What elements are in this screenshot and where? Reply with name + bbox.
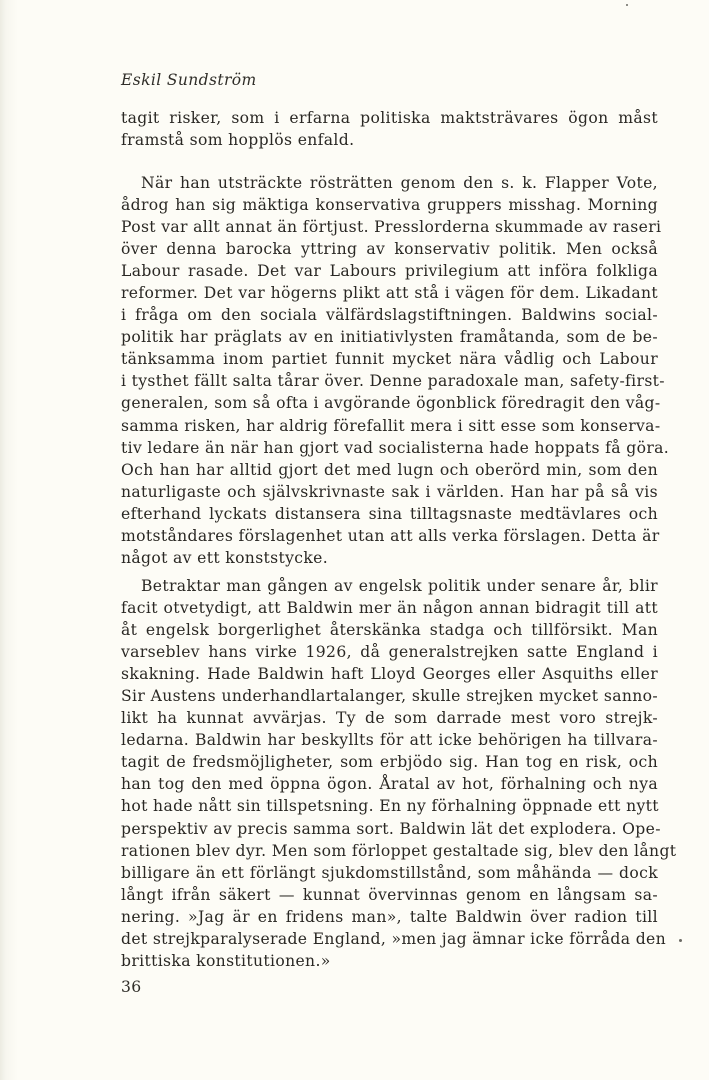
- text-line: skakning. Hade Baldwin haft Lloyd Georges eller Asquiths eller: [121, 665, 658, 684]
- text-line: brittiska konstitutionen.»: [121, 951, 331, 970]
- text-line: rationen blev dyr. Men som förloppet gestaltade sig, blev den långt: [121, 841, 677, 860]
- text-line: nering. »Jag är en fridens man», talte Baldwin över radion till: [121, 907, 658, 926]
- text-line: hot hade nått sin tillspetsning. En ny förhalning öppnade ett nytt: [121, 797, 659, 816]
- text-line: Labour rasade. Det var Labours privilegium att införa folkliga: [121, 262, 658, 281]
- paragraph: [121, 107, 658, 151]
- text-line: tiv ledare än när han gjort vad socialisterna hade hoppats få göra.: [121, 438, 670, 457]
- text-line: politik har präglats av en initiativlysten framåtanda, som de be-: [121, 328, 658, 347]
- page-number: 36: [121, 978, 142, 996]
- text-line: över denna barocka yttring av konservativ politik. Men också: [121, 240, 658, 259]
- text-line: i tysthet fällt salta tårar över. Denne paradoxale man, safety-first-: [121, 372, 665, 391]
- text-line: Post var allt annat än förtjust. Presslorderna skummade av raseri: [121, 218, 662, 237]
- running-head: Eskil Sundström: [121, 71, 257, 89]
- text-line: i fråga om den sociala välfärdslagstiftningen. Baldwins social-: [121, 306, 658, 325]
- text-line: naturligaste och självskrivnaste sak i världen. Han har på så vis: [121, 482, 658, 501]
- text-line: framstå som hopplös enfald.: [121, 131, 355, 150]
- paper-speck: [626, 4, 628, 6]
- text-line: tagit de fredsmöjligheter, som erbjödo sig. Han tog en risk, och: [121, 753, 658, 772]
- text-line: han tog den med öppna ögon. Åratal av hot, förhalning och nya: [121, 775, 658, 794]
- text-line: Sir Austens underhandlartalanger, skulle strejken mycket sanno-: [121, 687, 658, 706]
- text-line: perspektiv av precis samma sort. Baldwin lät det explodera. Ope-: [121, 819, 661, 838]
- text-line: tänksamma inom partiet funnit mycket nära vådlig och Labour: [121, 350, 658, 369]
- paper-speck: [679, 939, 682, 942]
- text-line: långt ifrån säkert — kunnat övervinnas genom en långsam sa-: [121, 885, 658, 904]
- text-line: facit otvetydigt, att Baldwin mer än någon annan bidragit till att: [121, 599, 658, 618]
- text-line: varseblev hans virke 1926, då generalstrejken satte England i: [121, 643, 658, 662]
- text-line: Och han har alltid gjort det med lugn och oberörd min, som den: [121, 460, 658, 479]
- paragraph: [121, 575, 677, 972]
- text-line: det strejkparalyserade England, »men jag ämnar icke förråda den: [121, 929, 666, 948]
- text-line: samma risken, har aldrig förefallit mera i sitt esse som konserva-: [121, 416, 661, 435]
- text-line: likt ha kunnat avvärjas. Ty de som darrade mest voro strejk-: [121, 709, 658, 728]
- text-line: När han utsträckte rösträtten genom den s. k. Flapper Vote,: [141, 174, 658, 192]
- text-line: billigare än ett förlängt sjukdomstillstånd, som måhända — dock: [121, 863, 658, 882]
- text-line: något av ett konststycke.: [121, 548, 329, 567]
- text-line: generalen, som så ofta i avgörande ögonblick föredragit den våg-: [121, 394, 661, 413]
- text-line: tagit risker, som i erfarna politiska maktsträvares ögon måst: [121, 109, 658, 127]
- text-line: ådrog han sig mäktiga konservativa gruppers misshag. Morning: [121, 196, 658, 215]
- paragraph: [121, 172, 670, 569]
- text-line: reformer. Det var högerns plikt att stå i vägen för dem. Likadant: [121, 284, 658, 303]
- text-line: Betraktar man gången av engelsk politik under senare år, blir: [141, 577, 658, 595]
- text-line: motståndares förslagenhet utan att alls verka förslagen. Detta är: [121, 526, 660, 545]
- text-line: åt engelsk borgerlighet återskänka stadga och tillförsikt. Man: [121, 621, 658, 640]
- text-line: ledarna. Baldwin har beskyllts för att icke behörigen ha tillvara-: [121, 731, 658, 750]
- text-line: efterhand lyckats distansera sina tilltagsnaste medtävlares och: [121, 504, 658, 523]
